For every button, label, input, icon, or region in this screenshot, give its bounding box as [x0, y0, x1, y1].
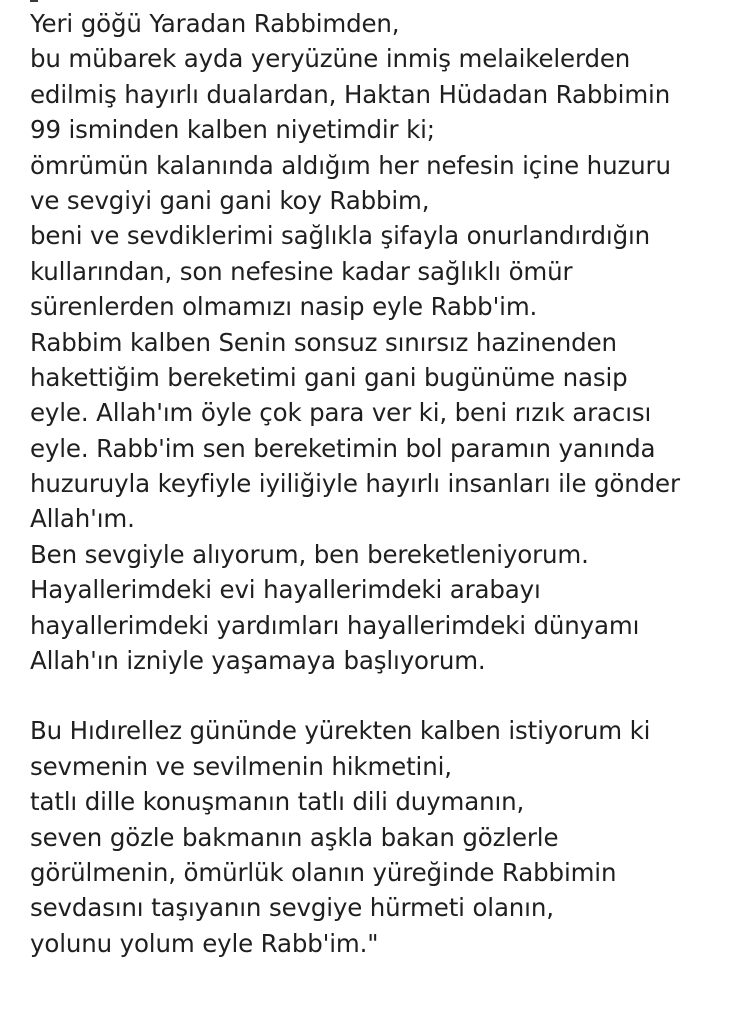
text-line: seven gözle bakmanın aşkla bakan gözlerle — [30, 822, 559, 852]
text-line: sürenlerden olmamızı nasip eyle Rabb'im. — [30, 292, 538, 322]
text-line: kullarından, son nefesine kadar sağlıklı ömür — [30, 256, 573, 286]
text-line: beni ve sevdiklerimi sağlıkla şifayla onurlandırdığın — [30, 221, 651, 251]
text-line: Yeri göğü Yaradan Rabbimden, — [30, 9, 400, 38]
text-line: bu mübarek ayda yeryüzüne inmiş melaikelerden — [30, 44, 631, 74]
text-line: tatlı dille konuşmanın tatlı dili duymanın, — [30, 787, 525, 817]
text-line: sevdasını taşıyanın sevgiye hürmeti olanın, — [30, 893, 554, 923]
text-line: görülmenin, ömürlük olanın yüreğinde Rabbimin — [30, 857, 617, 887]
text-line: eyle. Allah'ım öyle çok para ver ki, beni rızık aracısı — [30, 398, 652, 428]
text-line: ömrümün kalanında aldığım her nefesin içine huzuru — [30, 150, 671, 180]
text-line: yolunu yolum eyle Rabb'im." — [30, 928, 379, 958]
text-line: Allah'ın izniyle yaşamaya başlıyorum. — [30, 646, 486, 676]
paragraph-2 — [30, 713, 718, 961]
text-line: ve sevgiyi gani gani koy Rabbim, — [30, 185, 430, 215]
text-line: Ben sevgiyle alıyorum, ben bereketleniyorum. — [30, 539, 589, 569]
text-line: Allah'ım. — [30, 504, 135, 534]
text-line: eyle. Rabb'im sen bereketimin bol paramın yanında — [30, 433, 656, 463]
text-line: Bu Hıdırellez gününde yürekten kalben istiyorum ki — [30, 716, 651, 746]
text-line: edilmiş hayırlı dualardan, Haktan Hüdadan Rabbimin — [30, 79, 671, 109]
paragraph-1 — [30, 0, 718, 678]
text-line: hayallerimdeki yardımları hayallerimdeki dünyamı — [30, 610, 640, 640]
top-edge-mark — [30, 0, 38, 2]
text-line: hakettiğim bereketimi gani gani bugünüme nasip — [30, 362, 628, 392]
text-line: Hayallerimdeki evi hayallerimdeki arabayı — [30, 575, 541, 605]
text-line: Rabbim kalben Senin sonsuz sınırsız hazinenden — [30, 327, 617, 357]
text-line: sevmenin ve sevilmenin hikmetini, — [30, 751, 452, 781]
text-line: 99 isminden kalben niyetimdir ki; — [30, 115, 435, 145]
text-line: huzuruyla keyfiyle iyiliğiyle hayırlı insanları ile gönder — [30, 469, 680, 499]
